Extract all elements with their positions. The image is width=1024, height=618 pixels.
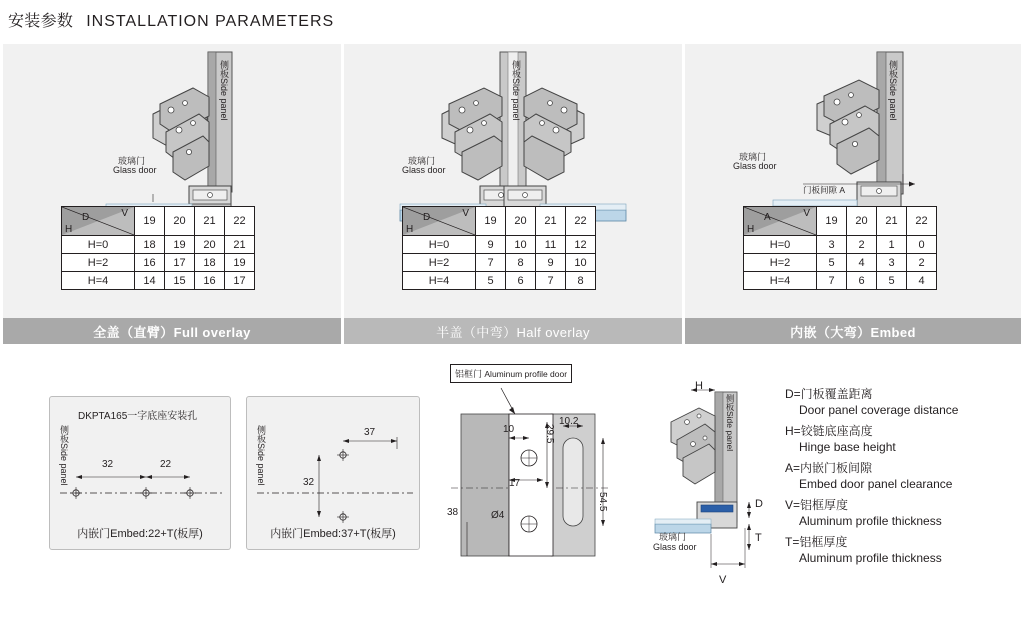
corner-row-symbol-3: A (764, 212, 771, 223)
cell: 5 (476, 272, 506, 290)
cell: 7 (536, 272, 566, 290)
cell: 10 (506, 236, 536, 254)
page-title (8, 8, 334, 31)
cell: 14 (135, 272, 165, 290)
hole-box-2-dim-vertical: 32 (303, 477, 315, 488)
section-side-panel-label (725, 394, 735, 451)
gap-label: 门板间隙 A (803, 185, 846, 195)
cell: 17 (225, 272, 255, 290)
table-row (62, 254, 255, 272)
legend-D-en: Door panel coverage distance (799, 403, 959, 417)
table-col-header: 21 (195, 207, 225, 236)
glass-door-label-cn-1: 玻璃门 (118, 156, 146, 166)
cell: 7 (476, 254, 506, 272)
table-row (403, 236, 596, 254)
cell: 6 (506, 272, 536, 290)
hole-box-2-dim-top: 37 (364, 427, 376, 438)
side-panel-label-3 (887, 60, 898, 121)
table-full-overlay (61, 206, 255, 290)
legend-A-en: Embed door panel clearance (799, 477, 953, 491)
aluminum-profile-label (450, 364, 572, 383)
hole-box-1-dim-right: 22 (160, 459, 172, 470)
cell: 0 (907, 236, 937, 254)
table-header-row (62, 207, 255, 236)
table-col-header: 22 (225, 207, 255, 236)
cell: 2 (847, 236, 877, 254)
cell: 2 (907, 254, 937, 272)
panel-embed (685, 44, 1021, 344)
section-dim-H: H (695, 380, 703, 392)
cell: 17 (165, 254, 195, 272)
corner-h-symbol-1: H (65, 224, 73, 235)
hole-box-2-side-label-en: Side panel (256, 443, 266, 486)
legend-T-cn: T=铝框厚度 (785, 535, 848, 549)
table-col-header: 20 (847, 207, 877, 236)
cell: 12 (566, 236, 596, 254)
section-view-drawing (653, 384, 783, 584)
legend-V-en: Aluminum profile thickness (799, 514, 942, 528)
glass-door-label-cn-2: 玻璃门 (408, 156, 436, 166)
table-col-header: 21 (877, 207, 907, 236)
side-panel-label-en-2: Side panel (511, 78, 521, 121)
bottom-section (3, 352, 1021, 610)
cell: 4 (907, 272, 937, 290)
table-col-header: 20 (165, 207, 195, 236)
table-col-header: 20 (506, 207, 536, 236)
cell: 19 (225, 254, 255, 272)
cell: 20 (195, 236, 225, 254)
section-dim-V: V (719, 574, 727, 586)
table-header-row (744, 207, 937, 236)
corner-col-symbol-2: V (462, 208, 469, 219)
cell: 8 (506, 254, 536, 272)
profile-dim-10: 10 (503, 424, 515, 435)
legend-A-cn: A=内嵌门板间隙 (785, 461, 873, 475)
corner-h-symbol-3: H (747, 224, 755, 235)
table-col-header: 19 (476, 207, 506, 236)
panel-caption-full-overlay: 全盖（直臂）Full overlay (3, 318, 341, 344)
side-panel-label-cn-2: 侧板 (511, 60, 521, 78)
hole-box-2-side-label-cn: 侧板 (256, 425, 266, 443)
table-corner-cell (744, 207, 817, 236)
section-side-panel-label-cn: 侧板 (725, 394, 735, 411)
glass-door-label-en-1: Glass door (113, 165, 157, 175)
side-panel-label-2 (510, 60, 521, 121)
row-label: H=0 (744, 236, 817, 254)
row-label: H=4 (403, 272, 476, 290)
table-row (62, 272, 255, 290)
legend-D-cn: D=门板覆盖距离 (785, 387, 873, 401)
side-panel-label-cn-1: 侧板 (219, 60, 229, 78)
hole-box-1-dim-left: 32 (102, 459, 114, 470)
legend-H-en: Hinge base height (799, 440, 896, 454)
section-side-panel-label-en: Side panel (725, 411, 735, 452)
table-corner-cell (403, 207, 476, 236)
profile-dim-dia4: Ø4 (491, 510, 505, 521)
page-title-cn: 安装参数 (8, 13, 74, 30)
cell: 3 (877, 254, 907, 272)
hole-box-1-footer: 内嵌门Embed:22+T(板厚) (77, 528, 203, 540)
table-row (744, 272, 937, 290)
legend-item-V (785, 497, 1024, 529)
table-row (403, 272, 596, 290)
cell: 7 (817, 272, 847, 290)
hole-box-door (246, 396, 420, 550)
glass-door-label-en-2: Glass door (402, 165, 446, 175)
cell: 8 (566, 272, 596, 290)
cell: 19 (165, 236, 195, 254)
table-col-header: 21 (536, 207, 566, 236)
panel-caption-embed: 内嵌（大弯）Embed (685, 318, 1021, 344)
row-label: H=4 (744, 272, 817, 290)
aluminum-profile-label-cn: 铝框门 (455, 369, 483, 379)
profile-dim-17: 17 (509, 478, 521, 489)
hole-box-1-title: DKPTA165一字底座安装孔 (78, 411, 198, 422)
table-row (403, 254, 596, 272)
corner-row-symbol-1: D (82, 212, 90, 223)
table-col-header: 22 (566, 207, 596, 236)
profile-dim-29-5: 29.5 (544, 424, 555, 444)
panel-full-overlay (3, 44, 341, 344)
cell: 5 (877, 272, 907, 290)
table-header-row (403, 207, 596, 236)
table-half-overlay (402, 206, 596, 290)
profile-dim-10-2: 10.2 (559, 416, 579, 427)
corner-h-symbol-2: H (406, 224, 414, 235)
page-title-en: INSTALLATION PARAMETERS (86, 13, 335, 30)
legend-item-T (785, 534, 1024, 566)
installation-panels (3, 44, 1021, 344)
profile-dim-38: 38 (447, 507, 459, 518)
glass-door-label-cn-3: 玻璃门 (739, 152, 767, 162)
table-col-header: 19 (135, 207, 165, 236)
row-label: H=0 (62, 236, 135, 254)
corner-col-symbol-1: V (121, 208, 128, 219)
section-glass-door-label-en: Glass door (653, 542, 697, 552)
row-label: H=0 (403, 236, 476, 254)
corner-col-symbol-3: V (803, 208, 810, 219)
side-panel-label-en-3: Side panel (888, 78, 898, 121)
table-row (744, 254, 937, 272)
panel-caption-half-overlay: 半盖（中弯）Half overlay (344, 318, 682, 344)
row-label: H=2 (62, 254, 135, 272)
legend-item-D (785, 386, 1024, 418)
cell: 9 (476, 236, 506, 254)
legend-V-cn: V=铝框厚度 (785, 498, 849, 512)
cell: 16 (135, 254, 165, 272)
legend-H-cn: H=铰链底座高度 (785, 424, 873, 438)
corner-row-symbol-2: D (423, 212, 431, 223)
table-embed (743, 206, 937, 290)
cell: 1 (877, 236, 907, 254)
side-panel-label-en-1: Side panel (219, 78, 229, 121)
panel-half-overlay (344, 44, 682, 344)
table-col-header: 19 (817, 207, 847, 236)
hole-box-1-side-label-cn: 侧板 (59, 425, 69, 443)
table-col-header: 22 (907, 207, 937, 236)
side-panel-label-1 (218, 60, 229, 121)
section-dim-D: D (755, 498, 763, 510)
hole-box-1-side-label-en: Side panel (59, 443, 69, 486)
row-label: H=2 (403, 254, 476, 272)
cell: 16 (195, 272, 225, 290)
legend-item-H (785, 423, 1024, 455)
legend (785, 386, 1024, 571)
section-glass-door-label-cn: 玻璃门 (659, 532, 687, 542)
legend-item-A (785, 460, 1024, 492)
cell: 11 (536, 236, 566, 254)
row-label: H=4 (62, 272, 135, 290)
section-dim-T: T (755, 532, 762, 544)
side-panel-label-cn-3: 侧板 (888, 60, 898, 78)
glass-door-label-en-3: Glass door (733, 161, 777, 171)
cell: 3 (817, 236, 847, 254)
row-label: H=2 (744, 254, 817, 272)
cell: 18 (135, 236, 165, 254)
cell: 18 (195, 254, 225, 272)
legend-T-en: Aluminum profile thickness (799, 551, 942, 565)
cell: 9 (536, 254, 566, 272)
cell: 6 (847, 272, 877, 290)
table-corner-cell (62, 207, 135, 236)
cell: 4 (847, 254, 877, 272)
cell: 10 (566, 254, 596, 272)
table-row (62, 236, 255, 254)
cell: 15 (165, 272, 195, 290)
aluminum-profile-label-en: Aluminum profile door (484, 369, 568, 379)
table-row (744, 236, 937, 254)
cell: 21 (225, 236, 255, 254)
cell: 5 (817, 254, 847, 272)
hole-box-base (49, 396, 231, 550)
profile-dim-54-5: 54.5 (597, 492, 608, 512)
hole-box-2-footer: 内嵌门Embed:37+T(板厚) (270, 528, 396, 540)
